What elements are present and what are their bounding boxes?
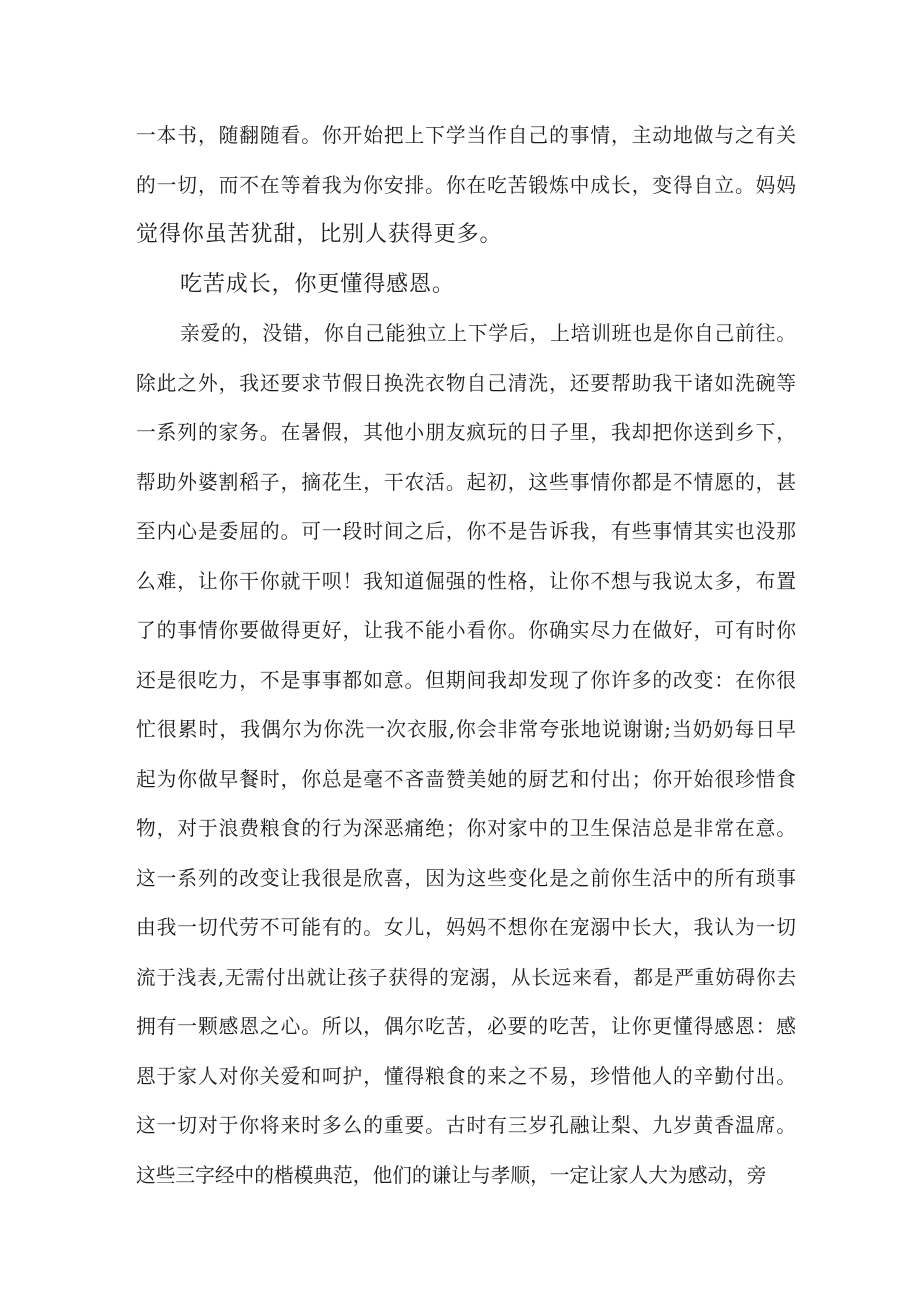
text-line: 觉得你虽苦犹甜，比别人获得更多。 — [136, 222, 503, 247]
text-line: 这些三字经中的楷模典范，他们的谦让与孝顺，一定让家人大为感动，旁 — [136, 1163, 767, 1187]
text-line: 一系列的家务。在暑假，其他小朋友疯玩的日子里，我却把你送到乡下， — [136, 421, 796, 444]
text-line: 还是很吃力，不是事事都如意。但期间我却发现了你许多的改变：在你很 — [136, 668, 796, 692]
text-line: 么难，让你干你就干呗！我知道倔强的性格，让你不想与我说太多，布置 — [136, 569, 796, 593]
text-line: 的一切，而不在等着我为你安排。你在吃苦锻炼中成长，变得自立。妈妈 — [136, 173, 796, 197]
text-line: 物，对于浪费粮食的行为深恶痛绝；你对家中的卫生保洁总是非常在意。 — [136, 817, 796, 840]
text-line: 至内心是委屈的。可一段时间之后，你不是告诉我，有些事情其实也没那 — [136, 520, 796, 543]
text-line: 由我一切代劳不可能有的。女儿，妈妈不想你在宠溺中长大，我认为一切 — [136, 916, 796, 939]
paragraph — [136, 260, 796, 310]
text-line: 帮助外婆割稻子，摘花生，干农活。起初，这些事情你都是不情愿的，甚 — [136, 470, 796, 494]
text-line: 流于浅表,无需付出就让孩子获得的宠溺，从长远来看，都是严重妨碍你去 — [136, 965, 796, 989]
text-line: 吃苦成长，你更懂得感恩。 — [180, 271, 455, 297]
text-line: 除此之外，我还要求节假日换洗衣物自己清洗，还要帮助我干诸如洗碗等 — [136, 371, 796, 395]
text-line: 这一切对于你将来时多么的重要。古时有三岁孔融让梨、九岁黄香温席。 — [136, 1114, 796, 1137]
text-line: 恩于家人对你关爱和呵护，懂得粮食的来之不易，珍惜他人的辛勤付出。 — [136, 1064, 796, 1088]
document-body — [136, 111, 796, 1200]
paragraph — [136, 111, 796, 260]
text-line: 拥有一颗感恩之心。所以，偶尔吃苦，必要的吃苦，让你更懂得感恩：感 — [136, 1015, 796, 1038]
text-line: 这一系列的改变让我很是欣喜，因为这些变化是之前你生活中的所有琐事 — [136, 866, 796, 890]
text-line: 起为你做早餐时，你总是毫不吝啬赞美她的厨艺和付出；你开始很珍惜食 — [136, 767, 796, 791]
text-line: 一本书，随翻随看。你开始把上下学当作自己的事情，主动地做与之有关 — [136, 124, 796, 147]
paragraph — [136, 309, 796, 1200]
text-line: 亲爱的，没错，你自己能独立上下学后，上培训班也是你自己前往。 — [180, 322, 796, 345]
text-line: 了的事情你要做得更好，让我不能小看你。你确实尽力在做好，可有时你 — [136, 619, 796, 642]
text-line: 忙很累时，我偶尔为你洗一次衣服,你会非常夸张地说谢谢;当奶奶每日早 — [136, 718, 796, 741]
